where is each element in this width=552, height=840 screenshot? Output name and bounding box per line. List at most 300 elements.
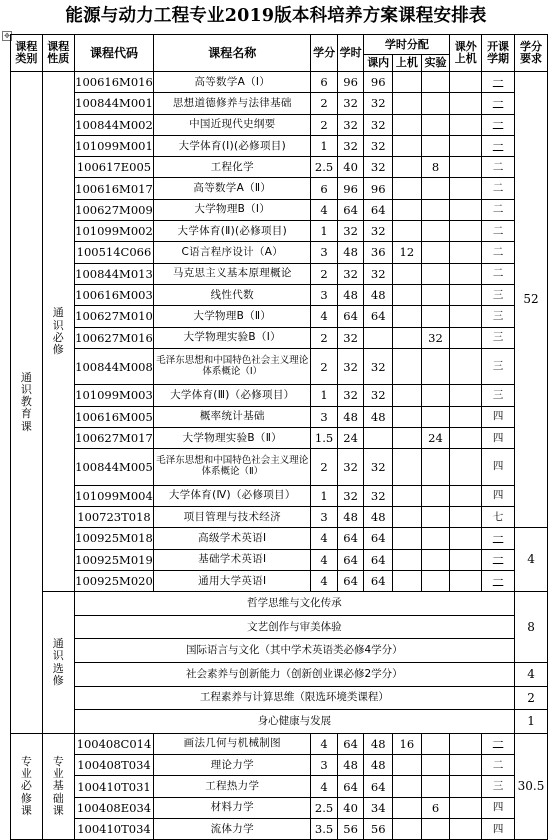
table-row <box>11 327 548 348</box>
course-computer <box>393 385 422 406</box>
course-computer <box>393 348 422 385</box>
course-experiment <box>421 818 450 839</box>
header-experiment: 实验 <box>421 55 450 72</box>
table-row <box>11 818 548 839</box>
table-row <box>11 242 548 263</box>
course-experiment <box>421 348 450 385</box>
course-semester: 一 <box>482 72 515 93</box>
course-in-class: 64 <box>364 570 393 591</box>
course-code: 100925M020 <box>74 570 154 591</box>
elective-row <box>11 686 548 710</box>
course-experiment <box>421 385 450 406</box>
elective-module: 社会素养与创新能力（创新创业课必修2学分） <box>74 663 514 687</box>
course-in-class: 48 <box>364 284 393 305</box>
course-code: 100408E034 <box>74 797 154 818</box>
elective-row <box>11 615 548 639</box>
course-in-class: 64 <box>364 776 393 797</box>
course-experiment <box>421 93 450 114</box>
course-hours: 96 <box>337 72 364 93</box>
course-semester: 一 <box>482 528 515 549</box>
course-semester: 二 <box>482 199 515 220</box>
course-computer <box>393 199 422 220</box>
course-code: 100925M019 <box>74 549 154 570</box>
course-name: 基础学术英语Ⅰ <box>154 549 311 570</box>
course-experiment <box>421 776 450 797</box>
course-hours: 48 <box>337 284 364 305</box>
credit-requirement: 30.5 <box>515 733 548 839</box>
course-extra-computer <box>450 733 482 754</box>
course-credit: 2 <box>311 93 338 114</box>
course-experiment <box>421 284 450 305</box>
table-row <box>11 449 548 486</box>
course-hours: 32 <box>337 449 364 486</box>
course-extra-computer <box>450 72 482 93</box>
course-extra-computer <box>450 818 482 839</box>
course-hours: 48 <box>337 507 364 528</box>
course-semester: 七 <box>482 507 515 528</box>
course-in-class: 32 <box>364 385 393 406</box>
course-name: 理论力学 <box>154 755 311 776</box>
course-semester: 二 <box>482 755 515 776</box>
course-in-class: 48 <box>364 406 393 427</box>
course-hours: 40 <box>337 797 364 818</box>
header-nature: 课程性质 <box>42 35 74 72</box>
course-computer: 16 <box>393 733 422 754</box>
course-experiment <box>421 178 450 199</box>
course-computer <box>393 449 422 486</box>
course-extra-computer <box>450 242 482 263</box>
move-anchor-icon[interactable]: ✥ <box>2 31 12 41</box>
course-extra-computer <box>450 157 482 178</box>
course-semester: 二 <box>482 263 515 284</box>
course-semester: 二 <box>482 221 515 242</box>
course-semester: 一 <box>482 549 515 570</box>
course-hours: 32 <box>337 93 364 114</box>
course-experiment <box>421 549 450 570</box>
course-semester: 三 <box>482 776 515 797</box>
course-name: 大学体育(Ⅰ)(必修项目) <box>154 135 311 156</box>
course-credit: 6 <box>311 72 338 93</box>
course-semester: 四 <box>482 427 515 448</box>
page-title: 能源与动力工程专业2019版本科培养方案课程安排表 <box>65 6 487 26</box>
course-experiment: 24 <box>421 427 450 448</box>
course-code: 100408C014 <box>74 733 154 754</box>
course-in-class <box>364 427 393 448</box>
category-general-label: 通识教育课 <box>20 371 32 433</box>
course-name: 画法几何与机械制图 <box>154 733 311 754</box>
table-row <box>11 284 548 305</box>
course-semester: 一 <box>482 570 515 591</box>
course-credit: 2.5 <box>311 157 338 178</box>
course-in-class: 96 <box>364 72 393 93</box>
course-credit: 3 <box>311 755 338 776</box>
course-hours: 48 <box>337 406 364 427</box>
header-in-class: 课内 <box>364 55 393 72</box>
course-semester: 一 <box>482 114 515 135</box>
course-extra-computer <box>450 114 482 135</box>
course-in-class: 56 <box>364 818 393 839</box>
course-experiment <box>421 72 450 93</box>
course-credit: 3 <box>311 284 338 305</box>
course-extra-computer <box>450 135 482 156</box>
course-semester: 三 <box>482 306 515 327</box>
course-experiment <box>421 528 450 549</box>
table-row <box>11 178 548 199</box>
course-hours: 56 <box>337 818 364 839</box>
course-extra-computer <box>450 507 482 528</box>
course-name: 马克思主义基本原理概论 <box>154 263 311 284</box>
course-computer <box>393 221 422 242</box>
header-computer: 上机 <box>393 55 422 72</box>
credit-requirement: 52 <box>515 72 548 528</box>
course-hours: 32 <box>337 327 364 348</box>
course-in-class: 64 <box>364 549 393 570</box>
course-code: 101099M002 <box>74 221 154 242</box>
course-code: 101099M004 <box>74 485 154 506</box>
course-extra-computer <box>450 755 482 776</box>
course-computer <box>393 797 422 818</box>
table-row <box>11 199 548 220</box>
course-code: 100844M005 <box>74 449 154 486</box>
course-hours: 40 <box>337 157 364 178</box>
table-row <box>11 755 548 776</box>
course-experiment <box>421 406 450 427</box>
course-name: 毛泽东思想和中国特色社会主义理论体系概论（Ⅱ） <box>154 449 311 486</box>
course-extra-computer <box>450 427 482 448</box>
course-name: 大学物理实验B（Ⅱ） <box>154 427 311 448</box>
course-credit: 2 <box>311 327 338 348</box>
course-experiment <box>421 449 450 486</box>
course-hours: 64 <box>337 570 364 591</box>
course-hours: 32 <box>337 485 364 506</box>
course-hours: 32 <box>337 221 364 242</box>
course-in-class: 32 <box>364 93 393 114</box>
course-credit: 4 <box>311 199 338 220</box>
course-name: 高等数学A（Ⅰ） <box>154 72 311 93</box>
course-hours: 64 <box>337 549 364 570</box>
course-experiment <box>421 507 450 528</box>
course-semester: 二 <box>482 157 515 178</box>
table-row <box>11 427 548 448</box>
course-hours: 48 <box>337 755 364 776</box>
header-alloc: 学时分配 <box>364 35 450 55</box>
course-experiment <box>421 199 450 220</box>
course-hours: 24 <box>337 427 364 448</box>
course-extra-computer <box>450 776 482 797</box>
header-credit-req: 学分要求 <box>515 35 548 72</box>
course-computer <box>393 157 422 178</box>
course-semester: 四 <box>482 818 515 839</box>
course-computer <box>393 485 422 506</box>
table-row <box>11 385 548 406</box>
course-code: 100616M017 <box>74 178 154 199</box>
course-name: 思想道德修养与法律基础 <box>154 93 311 114</box>
credit-requirement: 4 <box>515 663 548 687</box>
credit-requirement: 4 <box>515 528 548 592</box>
course-code: 100844M001 <box>74 93 154 114</box>
course-computer <box>393 755 422 776</box>
course-extra-computer <box>450 284 482 305</box>
course-experiment <box>421 733 450 754</box>
course-credit: 3 <box>311 242 338 263</box>
course-experiment <box>421 485 450 506</box>
course-computer <box>393 93 422 114</box>
course-schedule-table <box>10 34 548 840</box>
course-credit: 4 <box>311 306 338 327</box>
course-computer <box>393 528 422 549</box>
header-semester: 开课学期 <box>482 35 515 72</box>
course-name: 大学物理B（Ⅱ） <box>154 306 311 327</box>
course-hours: 64 <box>337 733 364 754</box>
course-hours: 64 <box>337 199 364 220</box>
course-in-class: 64 <box>364 199 393 220</box>
course-credit: 4 <box>311 570 338 591</box>
course-code: 101099M001 <box>74 135 154 156</box>
table-row <box>11 570 548 591</box>
course-semester: 二 <box>482 178 515 199</box>
course-experiment <box>421 263 450 284</box>
course-credit: 2 <box>311 449 338 486</box>
course-code: 100616M003 <box>74 284 154 305</box>
course-computer <box>393 776 422 797</box>
header-category: 课程类别 <box>11 35 43 72</box>
course-name: 毛泽东思想和中国特色社会主义理论体系概论（Ⅰ） <box>154 348 311 385</box>
course-extra-computer <box>450 549 482 570</box>
course-in-class: 32 <box>364 135 393 156</box>
course-in-class <box>364 327 393 348</box>
credit-requirement: 8 <box>515 592 548 663</box>
course-extra-computer <box>450 221 482 242</box>
course-semester: 三 <box>482 327 515 348</box>
course-code: 101099M003 <box>74 385 154 406</box>
course-hours: 32 <box>337 114 364 135</box>
course-name: 高等数学A（Ⅱ） <box>154 178 311 199</box>
course-experiment <box>421 306 450 327</box>
course-credit: 3 <box>311 406 338 427</box>
course-credit: 3.5 <box>311 818 338 839</box>
course-extra-computer <box>450 449 482 486</box>
header-credit: 学分 <box>311 35 338 72</box>
nature-general-required-label: 通识必修 <box>52 306 64 356</box>
table-row <box>11 549 548 570</box>
course-in-class: 48 <box>364 755 393 776</box>
course-computer <box>393 306 422 327</box>
table-row <box>11 157 548 178</box>
course-credit: 1.5 <box>311 427 338 448</box>
course-extra-computer <box>450 348 482 385</box>
course-name: 大学体育(Ⅱ)(必修项目) <box>154 221 311 242</box>
course-name: 大学体育(Ⅳ)（必修项目） <box>154 485 311 506</box>
course-extra-computer <box>450 199 482 220</box>
course-in-class: 36 <box>364 242 393 263</box>
course-computer <box>393 549 422 570</box>
course-computer <box>393 178 422 199</box>
course-computer <box>393 327 422 348</box>
course-name: 大学物理实验B（Ⅰ） <box>154 327 311 348</box>
course-hours: 32 <box>337 263 364 284</box>
course-in-class: 32 <box>364 485 393 506</box>
course-extra-computer <box>450 327 482 348</box>
course-code: 100514C066 <box>74 242 154 263</box>
table-row <box>11 485 548 506</box>
course-credit: 4 <box>311 776 338 797</box>
course-in-class: 64 <box>364 306 393 327</box>
header-code: 课程代码 <box>74 35 154 72</box>
course-experiment <box>421 114 450 135</box>
course-code: 100408T034 <box>74 755 154 776</box>
elective-module: 身心健康与发展 <box>74 710 514 734</box>
credit-requirement: 1 <box>515 710 548 734</box>
table-row <box>11 263 548 284</box>
course-name: 通用大学英语Ⅰ <box>154 570 311 591</box>
course-semester: 四 <box>482 406 515 427</box>
course-computer <box>393 284 422 305</box>
elective-row <box>11 663 548 687</box>
course-extra-computer <box>450 570 482 591</box>
course-experiment: 6 <box>421 797 450 818</box>
course-code: 100410T031 <box>74 776 154 797</box>
category-major-required-label: 专业必修课 <box>20 755 32 817</box>
course-name: 线性代数 <box>154 284 311 305</box>
course-credit: 1 <box>311 485 338 506</box>
course-semester: 一 <box>482 93 515 114</box>
nature-general-elective-label: 通识选修 <box>52 637 64 687</box>
table-row <box>11 72 548 93</box>
course-credit: 4 <box>311 528 338 549</box>
course-computer: 12 <box>393 242 422 263</box>
course-in-class: 32 <box>364 114 393 135</box>
course-code: 100617E005 <box>74 157 154 178</box>
course-in-class: 32 <box>364 263 393 284</box>
course-in-class: 32 <box>364 348 393 385</box>
course-extra-computer <box>450 385 482 406</box>
course-extra-computer <box>450 406 482 427</box>
course-name: 高级学术英语Ⅰ <box>154 528 311 549</box>
course-code: 100844M013 <box>74 263 154 284</box>
header-extra: 课外上机 <box>450 35 482 72</box>
course-semester: 四 <box>482 797 515 818</box>
course-experiment <box>421 570 450 591</box>
course-computer <box>393 570 422 591</box>
course-credit: 2 <box>311 263 338 284</box>
course-hours: 32 <box>337 135 364 156</box>
table-row <box>11 348 548 385</box>
course-extra-computer <box>450 797 482 818</box>
course-extra-computer <box>450 93 482 114</box>
course-code: 100627M009 <box>74 199 154 220</box>
course-in-class: 96 <box>364 178 393 199</box>
course-code: 100616M016 <box>74 72 154 93</box>
course-computer <box>393 507 422 528</box>
elective-module: 工程素养与计算思维（限选环境类课程） <box>74 686 514 710</box>
elective-row <box>11 710 548 734</box>
course-semester: 三 <box>482 348 515 385</box>
course-credit: 1 <box>311 385 338 406</box>
course-semester: 二 <box>482 242 515 263</box>
course-code: 100627M017 <box>74 427 154 448</box>
course-in-class: 32 <box>364 221 393 242</box>
course-semester: 一 <box>482 733 515 754</box>
course-semester: 三 <box>482 385 515 406</box>
course-name: 中国近现代史纲要 <box>154 114 311 135</box>
course-credit: 6 <box>311 178 338 199</box>
table-row <box>11 733 548 754</box>
course-semester: 一 <box>482 135 515 156</box>
course-hours: 48 <box>337 242 364 263</box>
course-hours: 96 <box>337 178 364 199</box>
header-hours: 学时 <box>337 35 364 72</box>
course-experiment: 32 <box>421 327 450 348</box>
course-hours: 64 <box>337 306 364 327</box>
course-hours: 64 <box>337 528 364 549</box>
course-hours: 32 <box>337 348 364 385</box>
course-hours: 64 <box>337 776 364 797</box>
table-row <box>11 797 548 818</box>
course-code: 100410T034 <box>74 818 154 839</box>
course-computer <box>393 818 422 839</box>
course-computer <box>393 135 422 156</box>
course-computer <box>393 263 422 284</box>
course-name: 流体力学 <box>154 818 311 839</box>
course-experiment: 8 <box>421 157 450 178</box>
table-row <box>11 528 548 549</box>
course-extra-computer <box>450 485 482 506</box>
course-in-class: 48 <box>364 507 393 528</box>
course-experiment <box>421 221 450 242</box>
course-name: C语言程序设计（A） <box>154 242 311 263</box>
category-general <box>11 72 43 734</box>
course-name: 大学物理B（Ⅰ） <box>154 199 311 220</box>
course-in-class: 48 <box>364 733 393 754</box>
course-semester: 四 <box>482 449 515 486</box>
table-row <box>11 406 548 427</box>
course-semester: 三 <box>482 284 515 305</box>
course-computer <box>393 114 422 135</box>
course-credit: 1 <box>311 135 338 156</box>
course-name: 材料力学 <box>154 797 311 818</box>
nature-general-elective <box>42 592 74 734</box>
course-name: 概率统计基础 <box>154 406 311 427</box>
course-credit: 2 <box>311 114 338 135</box>
credit-requirement: 2 <box>515 686 548 710</box>
course-code: 100723T018 <box>74 507 154 528</box>
header-name: 课程名称 <box>154 35 311 72</box>
course-name: 项目管理与技术经济 <box>154 507 311 528</box>
course-code: 100616M005 <box>74 406 154 427</box>
course-experiment <box>421 755 450 776</box>
course-in-class: 32 <box>364 157 393 178</box>
elective-row <box>11 592 548 616</box>
course-name: 工程化学 <box>154 157 311 178</box>
course-semester: 四 <box>482 485 515 506</box>
course-credit: 2.5 <box>311 797 338 818</box>
nature-general-required <box>42 72 74 592</box>
table-row <box>11 93 548 114</box>
table-row <box>11 221 548 242</box>
course-credit: 1 <box>311 221 338 242</box>
nature-major-basic <box>42 733 74 839</box>
elective-row <box>11 639 548 663</box>
course-credit: 3 <box>311 507 338 528</box>
elective-module: 国际语言与文化（其中学术英语类必修4学分） <box>74 639 514 663</box>
course-computer <box>393 427 422 448</box>
elective-module: 哲学思维与文化传承 <box>74 592 514 616</box>
course-name: 大学体育(Ⅲ)（必修项目） <box>154 385 311 406</box>
course-code: 100925M018 <box>74 528 154 549</box>
course-extra-computer <box>450 528 482 549</box>
course-name: 工程热力学 <box>154 776 311 797</box>
course-extra-computer <box>450 306 482 327</box>
